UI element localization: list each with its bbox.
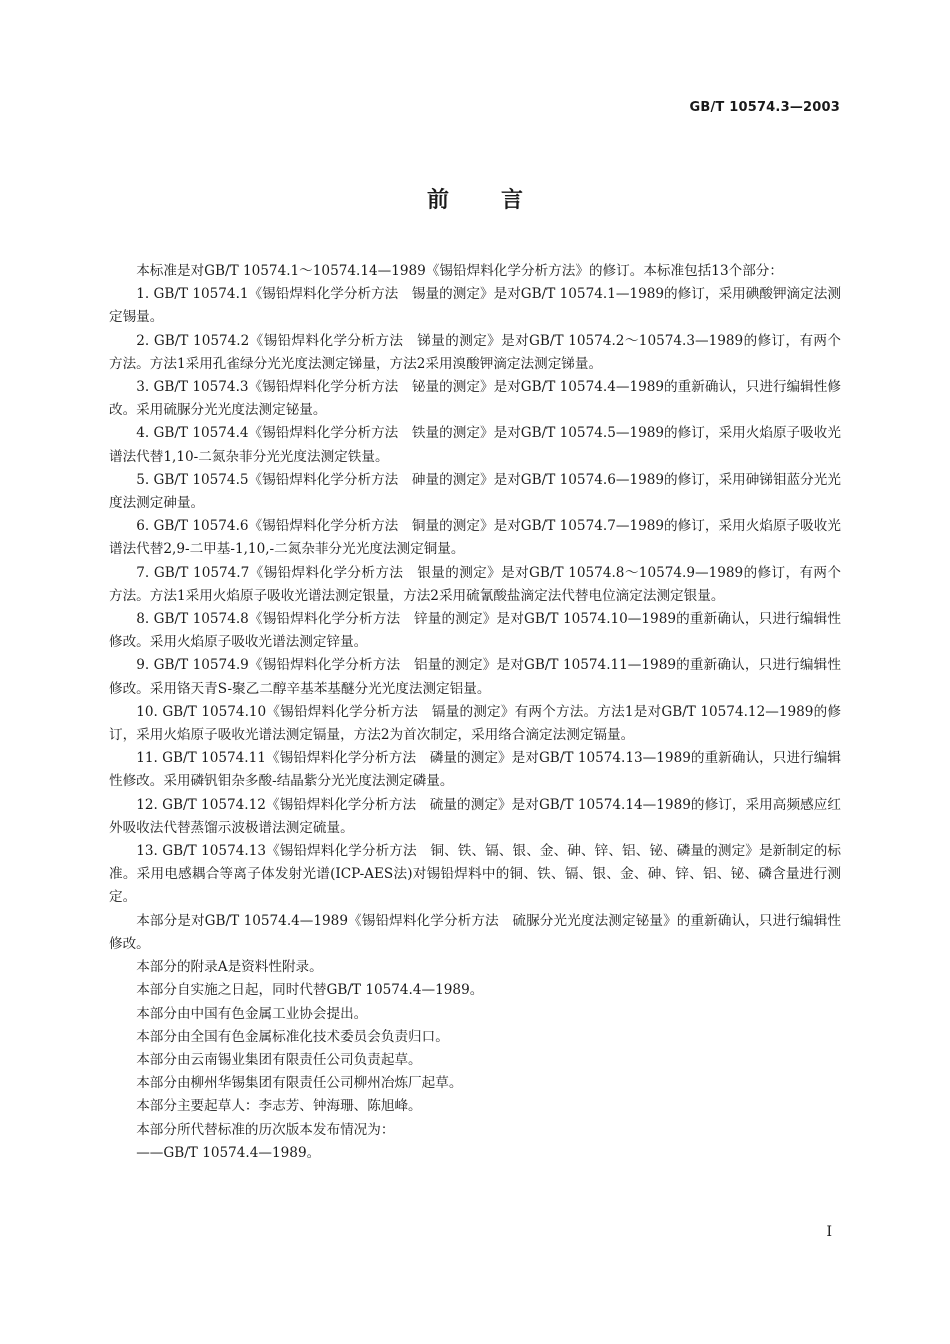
paragraph: 13. GB/T 10574.13《锡铅焊料化学分析方法 铜、铁、镉、银、金、砷、锌、铝、铋、磷量的测定》是新制定的标准。采用电感耦合等离子体发射光谱(ICP-AES法)对锡铅焊料中的铜、铁、镉、银、金、砷、锌、铝、铋、磷含量进行测定。: [109, 843, 841, 906]
paragraph: 本部分主要起草人：李志芳、钟海珊、陈旭峰。: [136, 1098, 422, 1115]
paragraph: 9. GB/T 10574.9《锡铅焊料化学分析方法 铝量的测定》是对GB/T 10574.11—1989的重新确认，只进行编辑性修改。采用铬天青S-聚乙二醇辛基苯基醚分光光度法测定铝量。: [109, 657, 841, 697]
paragraph: 2. GB/T 10574.2《锡铅焊料化学分析方法 锑量的测定》是对GB/T 10574.2～10574.3—1989的修订，有两个方法。方法1采用孔雀绿分光光度法测定锑量，方法2采用溴酸钾滴定法测定锑量。: [109, 332, 841, 372]
paragraph: 本部分由全国有色金属标准化技术委员会负责归口。: [136, 1028, 449, 1045]
paragraph: 本部分自实施之日起，同时代替GB/T 10574.4—1989。: [136, 982, 484, 999]
paragraph: 10. GB/T 10574.10《锡铅焊料化学分析方法 镉量的测定》有两个方法。方法1是对GB/T 10574.12—1989的修订，采用火焰原子吸收光谱法测定镉量，方法2为首次制定，采用络合滴定法测定镉量。: [109, 703, 841, 744]
paragraph: 12. GB/T 10574.12《锡铅焊料化学分析方法 硫量的测定》是对GB/T 10574.14—1989的修订，采用高频感应红外吸收法代替蒸馏示波极谱法测定硫量。: [109, 796, 841, 836]
paragraph: 本部分所代替标准的历次版本发布情况为：: [136, 1121, 395, 1138]
standard-code: GB/T 10574.3—2003: [689, 100, 840, 115]
paragraph: 6. GB/T 10574.6《锡铅焊料化学分析方法 铜量的测定》是对GB/T 10574.7—1989的修订，采用火焰原子吸收光谱法代替2,9-二甲基-1,10,-二氮杂菲分光光度法测定铜量。: [109, 518, 841, 558]
paragraph: 3. GB/T 10574.3《锡铅焊料化学分析方法 铋量的测定》是对GB/T 10574.4—1989的重新确认，只进行编辑性修改。采用硫脲分光光度法测定铋量。: [109, 379, 841, 419]
page-title: 前言: [426, 188, 575, 213]
paragraph: 8. GB/T 10574.8《锡铅焊料化学分析方法 锌量的测定》是对GB/T 10574.10—1989的重新确认，只进行编辑性修改。采用火焰原子吸收光谱法测定锌量。: [109, 611, 841, 651]
foreword-body: [109, 260, 841, 1165]
paragraph: 1. GB/T 10574.1《锡铅焊料化学分析方法 锡量的测定》是对GB/T 10574.1—1989的修订，采用碘酸钾滴定法测定锡量。: [109, 286, 841, 326]
paragraph: 本部分由中国有色金属工业协会提出。: [136, 1005, 368, 1022]
paragraph: 本标准是对GB/T 10574.1～10574.14—1989《锡铅焊料化学分析方法》的修订。本标准包括13个部分：: [136, 263, 783, 279]
paragraph: 本部分由云南锡业集团有限责任公司负责起草。: [136, 1051, 422, 1068]
paragraph: 4. GB/T 10574.4《锡铅焊料化学分析方法 铁量的测定》是对GB/T 10574.5—1989的修订，采用火焰原子吸收光谱法代替1,10-二氮杂菲分光光度法测定铁量。: [109, 425, 841, 465]
paragraph: 本部分的附录A是资料性附录。: [136, 959, 323, 976]
paragraph: 5. GB/T 10574.5《锡铅焊料化学分析方法 砷量的测定》是对GB/T 10574.6—1989的修订，采用砷锑钼蓝分光光度法测定砷量。: [109, 471, 841, 512]
paragraph: 本部分是对GB/T 10574.4—1989《锡铅焊料化学分析方法 硫脲分光光度法测定铋量》的重新确认，只进行编辑性修改。: [109, 912, 841, 952]
page-number: I: [826, 1224, 832, 1240]
paragraph: 本部分由柳州华锡集团有限责任公司柳州冶炼厂起草。: [136, 1075, 463, 1092]
paragraph: 7. GB/T 10574.7《锡铅焊料化学分析方法 银量的测定》是对GB/T 10574.8～10574.9—1989的修订，有两个方法。方法1采用火焰原子吸收光谱法测定银量，方法2采用硫氰酸盐滴定法代替电位滴定法测定银量。: [109, 564, 841, 604]
paragraph: ——GB/T 10574.4—1989。: [136, 1144, 321, 1161]
paragraph: 11. GB/T 10574.11《锡铅焊料化学分析方法 磷量的测定》是对GB/T 10574.13—1989的重新确认，只进行编辑性修改。采用磷钒钼杂多酸-结晶紫分光光度法测定磷量。: [109, 750, 841, 790]
